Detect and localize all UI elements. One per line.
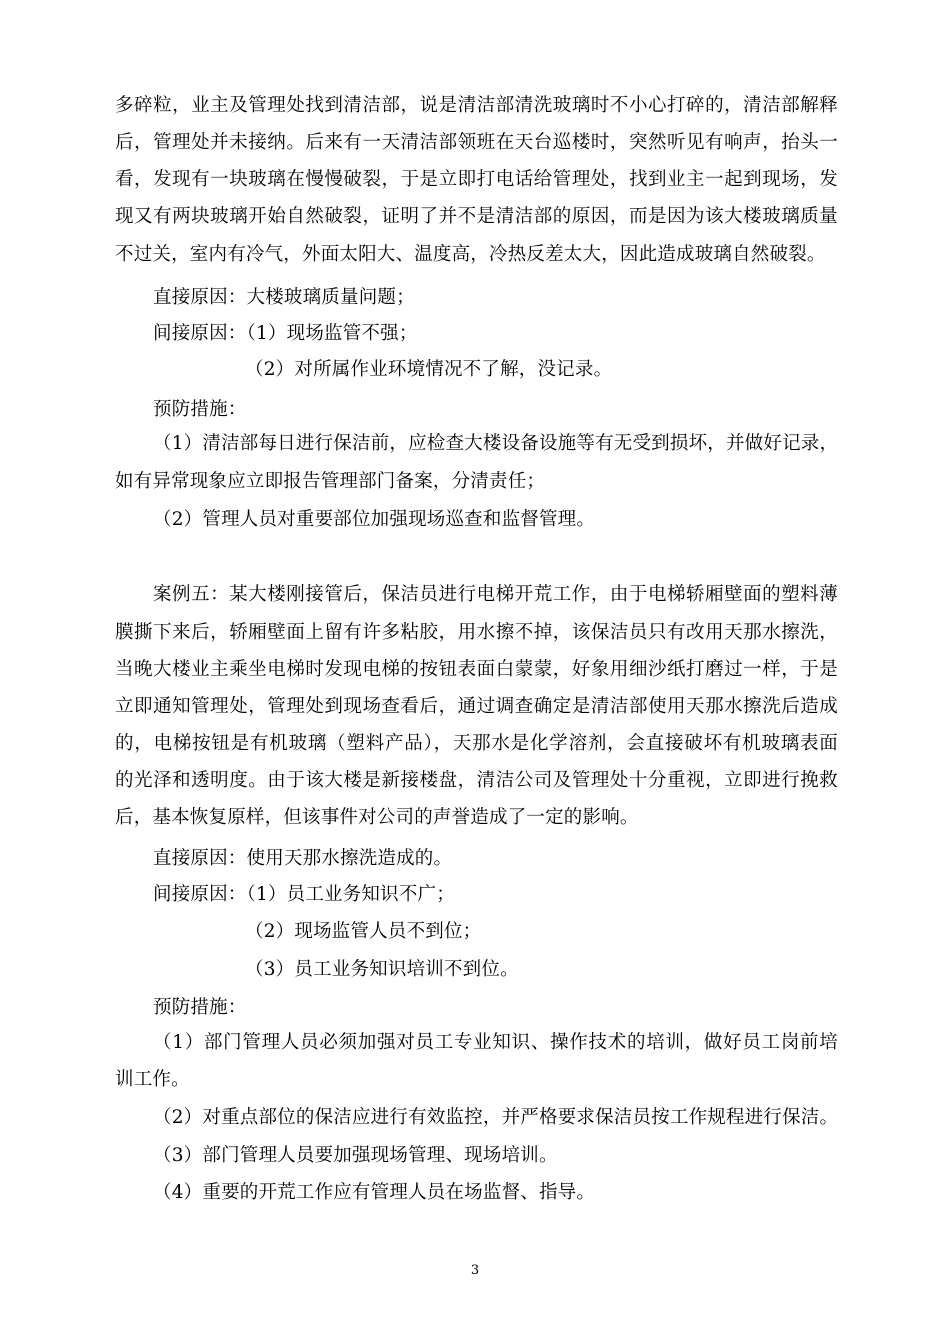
indirect-cause-item: （2）对所属作业环境情况不了解，没记录。 (245, 359, 613, 380)
body-text-line: 看，发现有一块玻璃在慢慢破裂，于是立即打电话给管理处，找到业主一起到现场，发 (115, 169, 838, 190)
prevention-item: （3）部门管理人员要加强现场管理、现场培训。 (153, 1145, 558, 1166)
prevention-item-continuation: 如有异常现象应立即报告管理部门备案，分清责任； (115, 471, 546, 492)
prevention-item: （1）部门管理人员必须加强对员工专业知识、操作技术的培训，做好员工岗前培 (153, 1032, 838, 1053)
case-five-text-line: 的，电梯按钮是有机玻璃（塑料产品），天那水是化学溶剂，会直接破坏有机玻璃表面 (115, 733, 838, 754)
prevention-item-continuation: 训工作。 (115, 1069, 190, 1090)
case-five-text-line: 膜撕下来后，轿厢壁面上留有许多粘胶，用水擦不掉，该保洁员只有改用天那水擦洗， (115, 622, 838, 643)
direct-cause-line: 直接原因：使用天那水擦洗造成的。 (153, 848, 453, 869)
prevention-heading: 预防措施： (153, 399, 247, 420)
indirect-cause-line: 间接原因：（1）员工业务知识不广； (153, 884, 455, 905)
case-five-text-line: 后，基本恢复原样，但该事件对公司的声誉造成了一定的影响。 (115, 807, 639, 828)
indirect-cause-item: （3）员工业务知识培训不到位。 (245, 959, 519, 980)
prevention-item: （1）清洁部每日进行保洁前，应检查大楼设备设施等有无受到损坏，并做好记录， (153, 433, 839, 454)
case-five-text-line: 立即通知管理处，管理处到现场查看后，通过调查确定是清洁部使用天那水擦洗后造成 (115, 696, 838, 717)
prevention-item: （2）对重点部位的保洁应进行有效监控，并严格要求保洁员按工作规程进行保洁。 (153, 1107, 839, 1128)
direct-cause-line: 直接原因：大楼玻璃质量问题； (153, 287, 415, 308)
case-five-text-line: 当晚大楼业主乘坐电梯时发现电梯的按钮表面白蒙蒙，好象用细沙纸打磨过一样，于是 (115, 659, 838, 680)
prevention-item: （4）重要的开荒工作应有管理人员在场监督、指导。 (153, 1182, 596, 1203)
body-text-line: 现又有两块玻璃开始自然破裂，证明了并不是清洁部的原因，而是因为该大楼玻璃质量 (115, 206, 838, 227)
prevention-heading: 预防措施： (153, 997, 247, 1018)
indirect-cause-item: （2）现场监管人员不到位； (245, 921, 482, 942)
case-five-text-line: 案例五：某大楼刚接管后，保洁员进行电梯开荒工作，由于电梯轿厢壁面的塑料薄 (153, 584, 838, 605)
indirect-cause-line: 间接原因：（1）现场监管不强； (153, 323, 418, 344)
case-five-text-line: 的光泽和透明度。由于该大楼是新接楼盘，清洁公司及管理处十分重视，立即进行挽救 (115, 770, 838, 791)
body-text-line: 多碎粒，业主及管理处找到清洁部，说是清洁部清洗玻璃时不小心打碎的，清洁部解释 (115, 95, 838, 116)
page-number: 3 (470, 1263, 480, 1278)
body-text-line: 不过关，室内有冷气，外面太阳大、温度高，冷热反差太大，因此造成玻璃自然破裂。 (115, 244, 826, 265)
body-text-line: 后，管理处并未接纳。后来有一天清洁部领班在天台巡楼时，突然听见有响声，抬头一 (115, 132, 838, 153)
prevention-item: （2）管理人员对重要部位加强现场巡查和监督管理。 (153, 509, 596, 530)
